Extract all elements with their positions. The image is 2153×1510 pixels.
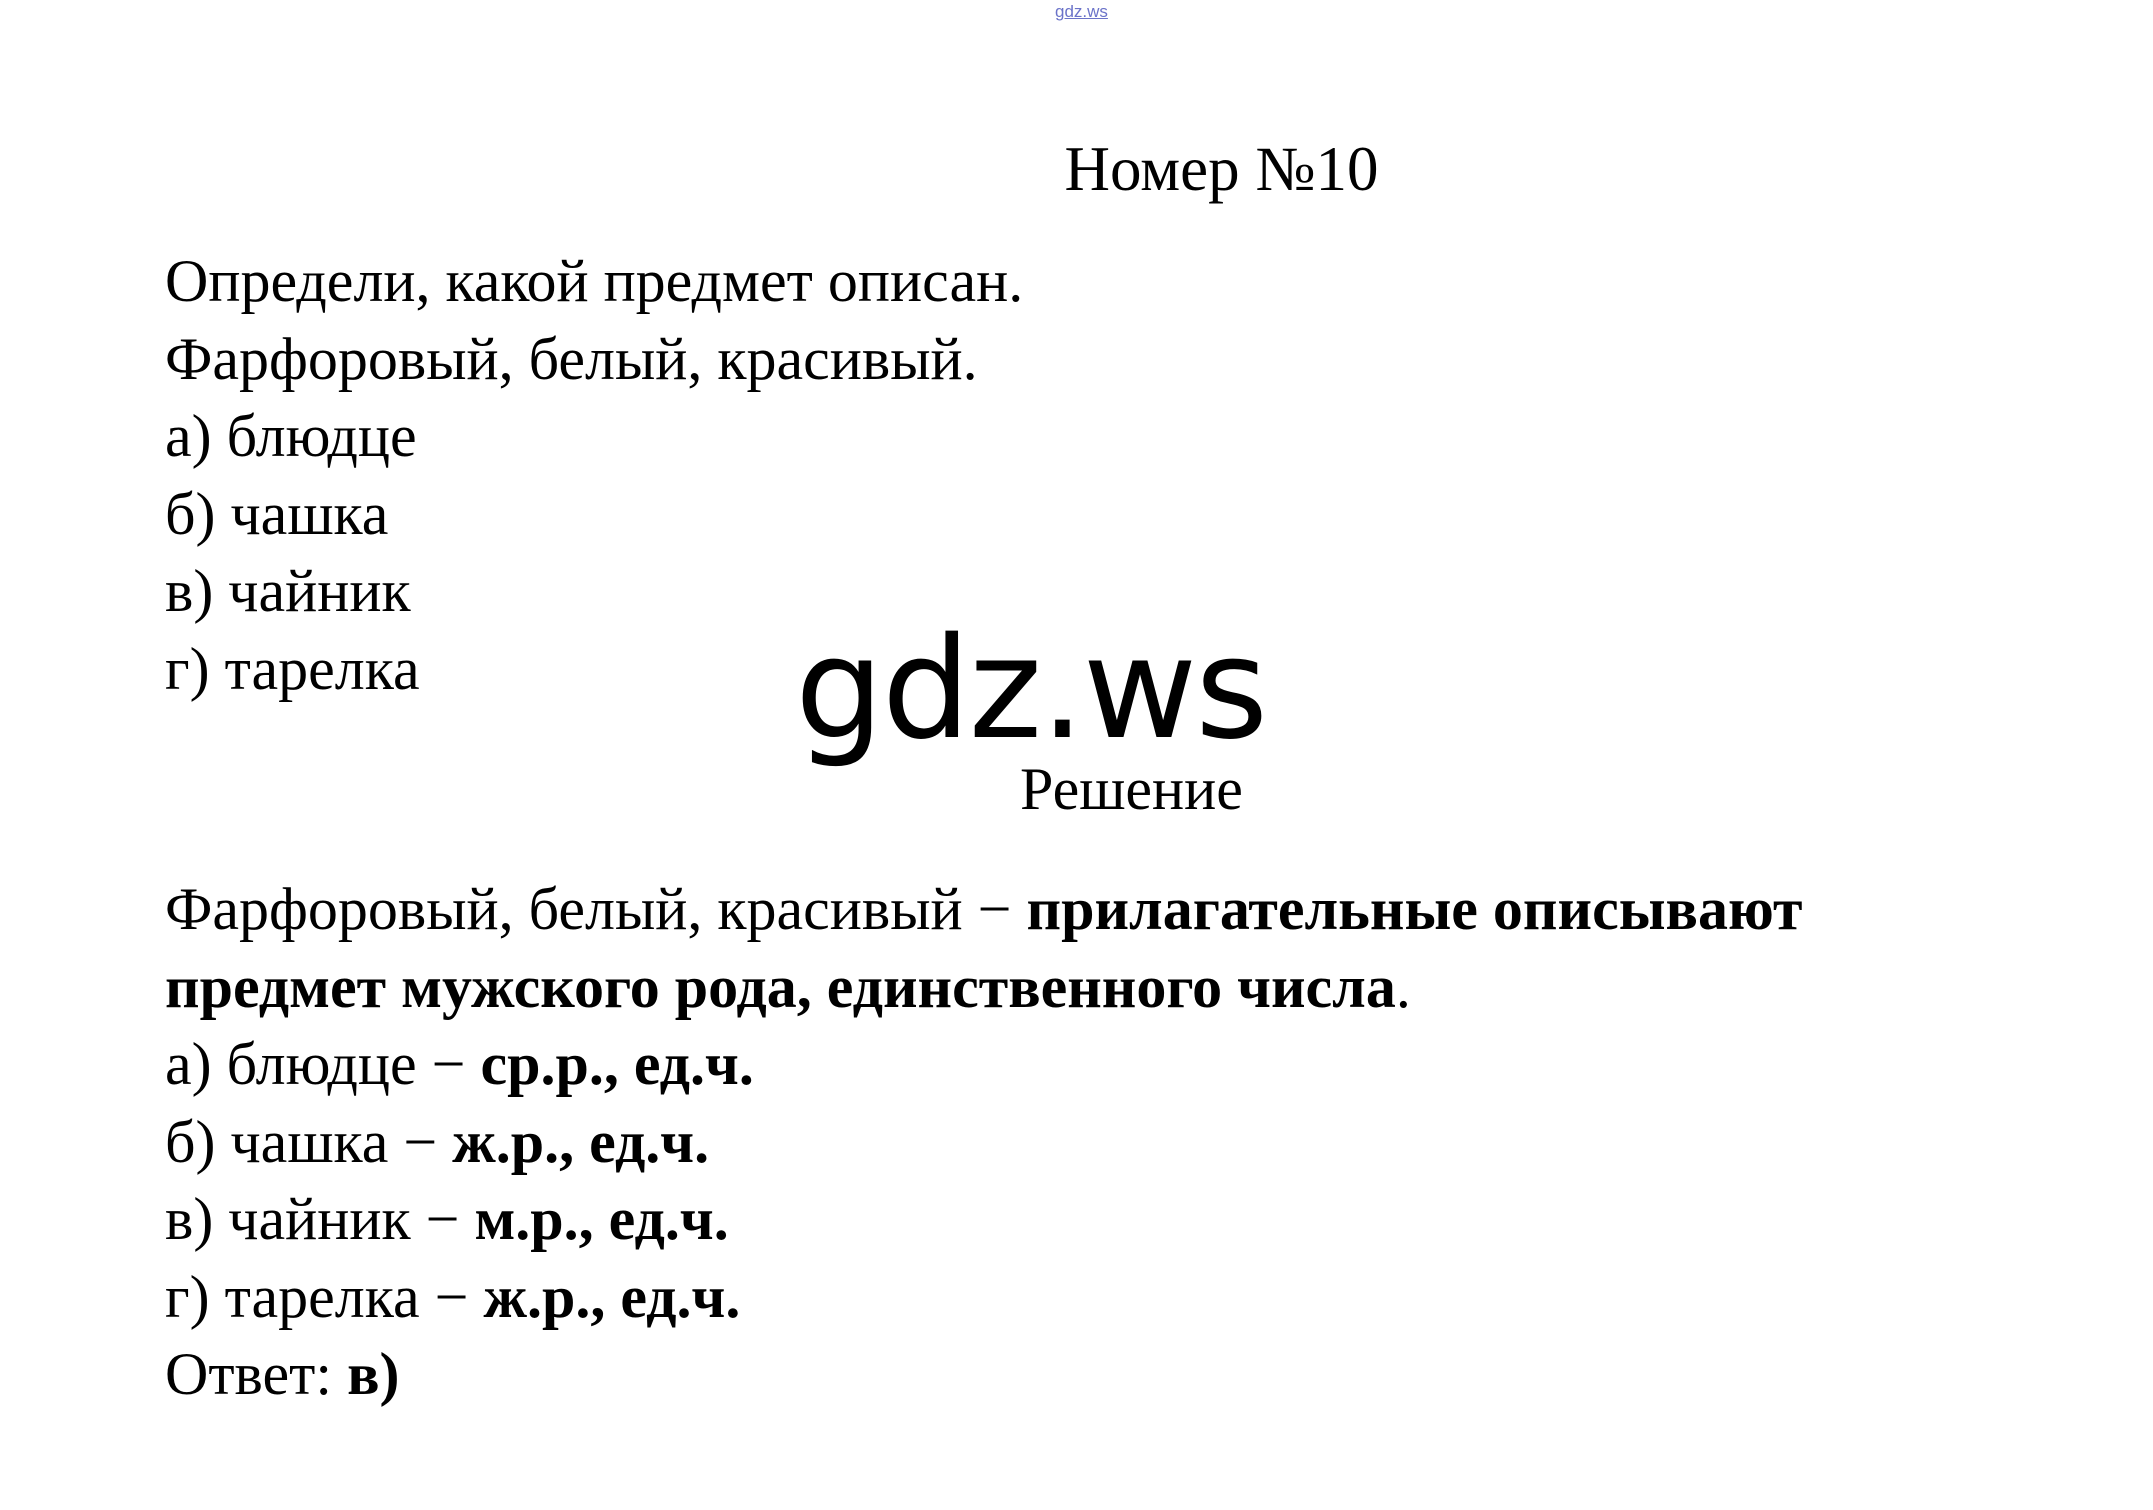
site-link[interactable]: gdz.ws xyxy=(1055,2,1108,21)
option-d: г) тарелка xyxy=(165,636,420,702)
solution-item-text: в) чайник − xyxy=(165,1186,475,1252)
watermark: gdz.ws xyxy=(795,608,1267,771)
solution-heading: Решение xyxy=(1020,756,1243,822)
option-b: б) чашка xyxy=(165,481,389,547)
solution-item-d xyxy=(165,1261,740,1333)
solution-line-1 xyxy=(165,873,1802,945)
task-description: Фарфоровый, белый, красивый. xyxy=(165,326,978,392)
solution-item-text: б) чашка − xyxy=(165,1109,453,1175)
answer-value: в) xyxy=(347,1341,400,1407)
solution-item-c xyxy=(165,1183,729,1255)
solution-item-grammar: ж.р., ед.ч. xyxy=(483,1264,741,1330)
solution-item-grammar: ср.р., ед.ч. xyxy=(480,1031,754,1097)
answer-line xyxy=(165,1338,399,1410)
solution-item-text: а) блюдце − xyxy=(165,1031,481,1097)
answer-label: Ответ: xyxy=(165,1341,348,1407)
solution-item-a xyxy=(165,1028,754,1100)
solution-line-2-bold: предмет мужского рода, единственного числа xyxy=(165,954,1396,1020)
solution-line-2-plain: . xyxy=(1395,954,1411,1020)
solution-item-grammar: ж.р., ед.ч. xyxy=(452,1109,710,1175)
task-question: Определи, какой предмет описан. xyxy=(165,248,1024,314)
solution-item-b xyxy=(165,1106,709,1178)
option-c: в) чайник xyxy=(165,558,411,624)
solution-line-1-bold: прилагательные описывают xyxy=(1026,876,1803,942)
solution-item-grammar: м.р., ед.ч. xyxy=(474,1186,729,1252)
page-title: Номер №10 xyxy=(1064,134,1379,204)
option-a: а) блюдце xyxy=(165,403,417,469)
solution-line-1-plain: Фарфоровый, белый, красивый − xyxy=(165,876,1027,942)
solution-item-text: г) тарелка − xyxy=(165,1264,484,1330)
solution-line-2 xyxy=(165,951,1411,1023)
